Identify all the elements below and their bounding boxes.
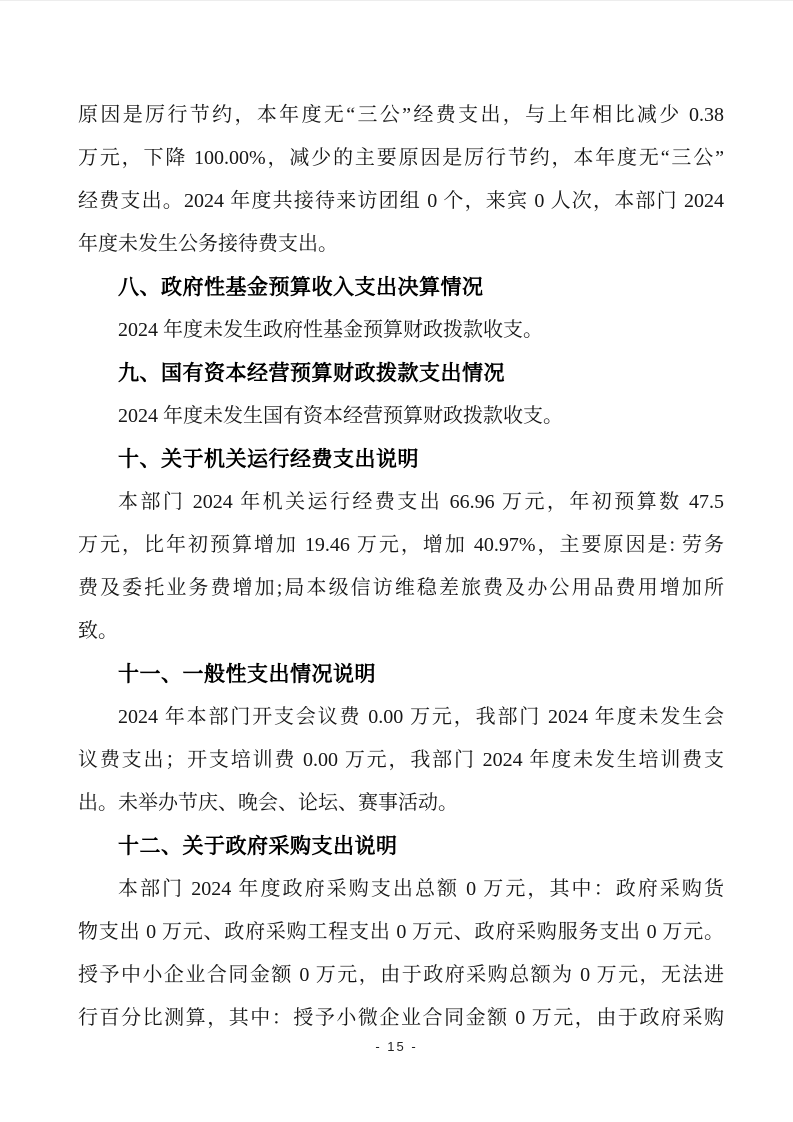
section-heading: 十、关于机关运行经费支出说明 <box>118 448 419 471</box>
body-text-line: 2024 年度未发生政府性基金预算财政拨款收支。 <box>118 319 543 341</box>
body-text-line: 授予中小企业合同金额 0 万元，由于政府采购总额为 0 万元，无法进 <box>78 964 724 986</box>
body-text-line: 经费支出。2024 年度共接待来访团组 0 个，来宾 0 人次，本部门 2024 <box>78 190 724 212</box>
body-text-line: 原因是厉行节约，本年度无“三公”经费支出，与上年相比减少 0.38 <box>78 104 724 126</box>
body-text-line: 本部门 2024 年机关运行经费支出 66.96 万元，年初预算数 47.5 <box>118 491 724 513</box>
document-body <box>78 94 724 1040</box>
body-text-line: 万元，比年初预算增加 19.46 万元，增加 40.97%，主要原因是: 劳务 <box>78 534 724 556</box>
body-text-line: 年度未发生公务接待费支出。 <box>78 233 338 255</box>
section-heading: 十二、关于政府采购支出说明 <box>118 835 398 858</box>
section-heading: 十一、一般性支出情况说明 <box>118 663 376 686</box>
body-text-line: 2024 年度未发生国有资本经营预算财政拨款收支。 <box>118 405 563 427</box>
body-text-line: 本部门 2024 年度政府采购支出总额 0 万元，其中：政府采购货 <box>118 878 724 900</box>
body-text-line: 费及委托业务费增加;局本级信访维稳差旅费及办公用品费用增加所 <box>78 577 724 599</box>
body-text-line: 致。 <box>78 620 118 642</box>
body-text-line: 议费支出；开支培训费 0.00 万元，我部门 2024 年度未发生培训费支 <box>78 749 724 771</box>
section-heading: 九、国有资本经营预算财政拨款支出情况 <box>118 362 505 385</box>
body-text-line: 万元，下降 100.00%，减少的主要原因是厉行节约，本年度无“三公” <box>78 147 724 169</box>
section-heading: 八、政府性基金预算收入支出决算情况 <box>118 276 484 299</box>
body-text-line: 出。未举办节庆、晚会、论坛、赛事活动。 <box>78 792 458 814</box>
body-text-line: 行百分比测算，其中：授予小微企业合同金额 0 万元，由于政府采购 <box>78 1007 724 1029</box>
body-text-line: 2024 年本部门开支会议费 0.00 万元，我部门 2024 年度未发生会 <box>118 706 724 728</box>
body-text-line: 物支出 0 万元、政府采购工程支出 0 万元、政府采购服务支出 0 万元。 <box>78 921 724 943</box>
page-number: - 15 - <box>375 1039 418 1054</box>
